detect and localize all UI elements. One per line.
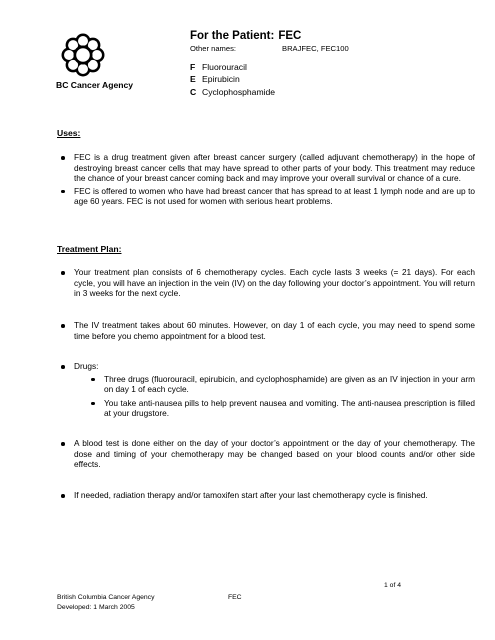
list-item: FEC is a drug treatment given after breast cancer surgery (called adjuvant chemotherapy) in the hope of destroying breast cancer cells that may have spread to other parts of your body. This treatment may reduce the chance of your breast cancer coming back and may improve your overall survival or chance of a cure. xyxy=(57,152,475,184)
bullet-icon xyxy=(91,402,95,406)
bullet-icon xyxy=(61,442,65,446)
title-value: FEC xyxy=(278,30,302,42)
page-number: 1 of 4 xyxy=(384,582,402,589)
sub-list-item: Three drugs (fluorouracil, epirubicin, and cyclophosphamide) are given as an IV injection in your arm on day 1 of each cycle. xyxy=(87,374,475,395)
footer-agency: British Columbia Cancer Agency xyxy=(57,594,155,601)
footer-code: FEC xyxy=(228,594,242,601)
bullet-icon xyxy=(61,324,65,328)
list-item: The IV treatment takes about 60 minutes. However, on day 1 of each cycle, you may need to spend some time before you chemo appointment for a blood test. xyxy=(57,320,475,341)
other-names xyxy=(190,44,349,53)
list-item: If needed, radiation therapy and/or tamoxifen start after your last chemotherapy cycle is finished. xyxy=(57,490,475,501)
footer-developed: Developed: 1 March 2005 xyxy=(57,604,135,611)
treatment-plan-heading: Treatment Plan: xyxy=(57,244,122,254)
uses-heading: Uses: xyxy=(57,128,81,138)
other-names-value: BRAJFEC, FEC100 xyxy=(282,44,349,53)
list-item: FEC is offered to women who have had breast cancer that has spread to at least 1 lymph node and are up to age 60 years. FEC is not used for women with serious heart problems. xyxy=(57,186,475,207)
drug-list xyxy=(190,61,275,98)
bc-cancer-agency-logo xyxy=(58,30,108,80)
bullet-icon xyxy=(91,378,95,382)
sub-list-item: You take anti-nausea pills to help prevent nausea and vomiting. The anti-nausea prescription is filled at your drugstore. xyxy=(87,398,475,419)
plan-item-radiation xyxy=(57,490,475,503)
plan-item-blood-test xyxy=(57,438,475,472)
plan-item-drugs xyxy=(57,361,475,422)
uses-section xyxy=(57,152,475,209)
title-label: For the Patient: xyxy=(190,30,275,42)
plan-item-cycles xyxy=(57,267,475,301)
bullet-icon xyxy=(61,494,65,498)
logo-icon xyxy=(58,30,108,80)
plan-item-iv xyxy=(57,320,475,343)
list-item: A blood test is done either on the day of your doctor’s appointment or the day of your chemotherapy. The dose and timing of your chemotherapy may be changed based on your blood counts and/or other side effects. xyxy=(57,438,475,470)
bullet-icon xyxy=(61,190,65,194)
agency-name: BC Cancer Agency xyxy=(56,80,134,90)
drug-item: C Cyclophosphamide xyxy=(190,86,276,97)
drug-item: E Epirubicin xyxy=(190,74,240,85)
bullet-icon xyxy=(61,271,65,275)
bullet-icon xyxy=(61,156,65,160)
drug-item: F Fluorouracil xyxy=(190,62,247,72)
list-item: Your treatment plan consists of 6 chemotherapy cycles. Each cycle lasts 3 weeks (= 21 days). For each cycle, you will have an injection in the vein (IV) on the day following your doctor’s appointment. You will return in 3 weeks for the next cycle. xyxy=(57,267,475,299)
other-names-label: Other names: xyxy=(190,44,237,53)
bullet-icon xyxy=(61,365,65,369)
page-title xyxy=(190,30,301,42)
list-item: Drugs: xyxy=(57,361,475,372)
